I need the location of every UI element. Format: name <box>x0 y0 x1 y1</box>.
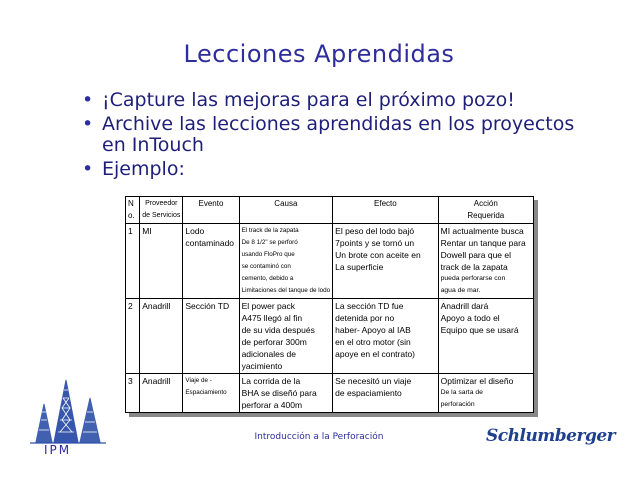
cell-evento: Sección TD <box>183 299 239 374</box>
bullet-marker: • <box>82 158 94 180</box>
cell-efecto: Se necesitó un viaje de espaciamiento <box>333 374 438 413</box>
lessons-table <box>125 196 534 413</box>
cell-num: 2 <box>126 299 140 374</box>
bullet-item <box>82 159 602 180</box>
cell-evento: Viaje de - Espaciamiento <box>183 374 239 413</box>
cell-accion: MI actualmente busca Rentar un tanque para Dowell para que el track de la zapata pueda perforarse con agua de mar. <box>438 224 533 299</box>
bullet-text: Ejemplo: <box>102 158 185 180</box>
header-accion: Acción Requerida <box>438 197 533 224</box>
bullet-marker: • <box>82 113 94 135</box>
cell-evento: Lodo contaminado <box>183 224 239 299</box>
schlumberger-logo: Schlumberger <box>486 426 616 446</box>
bullet-text: ¡Capture las mejoras para el próximo pozo! <box>102 89 515 111</box>
header-num: N o. <box>126 197 140 224</box>
cell-causa: La corrida de la BHA se diseñó para perforar a 400m <box>239 374 333 413</box>
cell-causa: El track de la zapata De 8 1/2" se perforó usando FloPro que se contaminó con cemento, debido a Limitaciones del tanque de lodo <box>239 224 333 299</box>
table-row <box>126 224 534 299</box>
header-proveedor: Proveedor de Servicios <box>140 197 183 224</box>
bullet-item <box>82 114 602 156</box>
cell-num: 3 <box>126 374 140 413</box>
header-evento: Evento <box>183 197 239 224</box>
cell-accion: Optimizar el diseño De la sarta de perforación <box>438 374 533 413</box>
cell-proveedor: Anadrill <box>140 374 183 413</box>
slide-title: Lecciones Aprendidas <box>183 40 455 68</box>
cell-num: 1 <box>126 224 140 299</box>
bullet-text: Archive las lecciones aprendidas en los proyectos en InTouch <box>102 113 575 156</box>
cell-proveedor: MI <box>140 224 183 299</box>
cell-accion: Anadrill dará Apoyo a todo el Equipo que se usará <box>438 299 533 374</box>
cell-proveedor: Anadrill <box>140 299 183 374</box>
header-efecto: Efecto <box>333 197 438 224</box>
ipm-label: IPM <box>44 443 72 457</box>
cell-causa: El power pack A475 llegó al fin de su vida después de perforar 300m adicionales de yacimiento <box>239 299 333 374</box>
footer-text: Introducción a la Perforación <box>254 432 384 442</box>
bullet-marker: • <box>82 89 94 111</box>
cell-efecto: El peso del lodo bajó 7points y se tornó un Un brote con aceite en La superficie <box>333 224 438 299</box>
table-row <box>126 299 534 374</box>
bullet-list <box>82 90 602 180</box>
cell-efecto: La sección TD fue detenida por no haber- Apoyo al IAB en el otro motor (sin apoye en el contrato) <box>333 299 438 374</box>
bullet-item <box>82 90 602 111</box>
table-row <box>126 374 534 413</box>
table-header-row <box>126 197 534 224</box>
header-causa: Causa <box>239 197 333 224</box>
